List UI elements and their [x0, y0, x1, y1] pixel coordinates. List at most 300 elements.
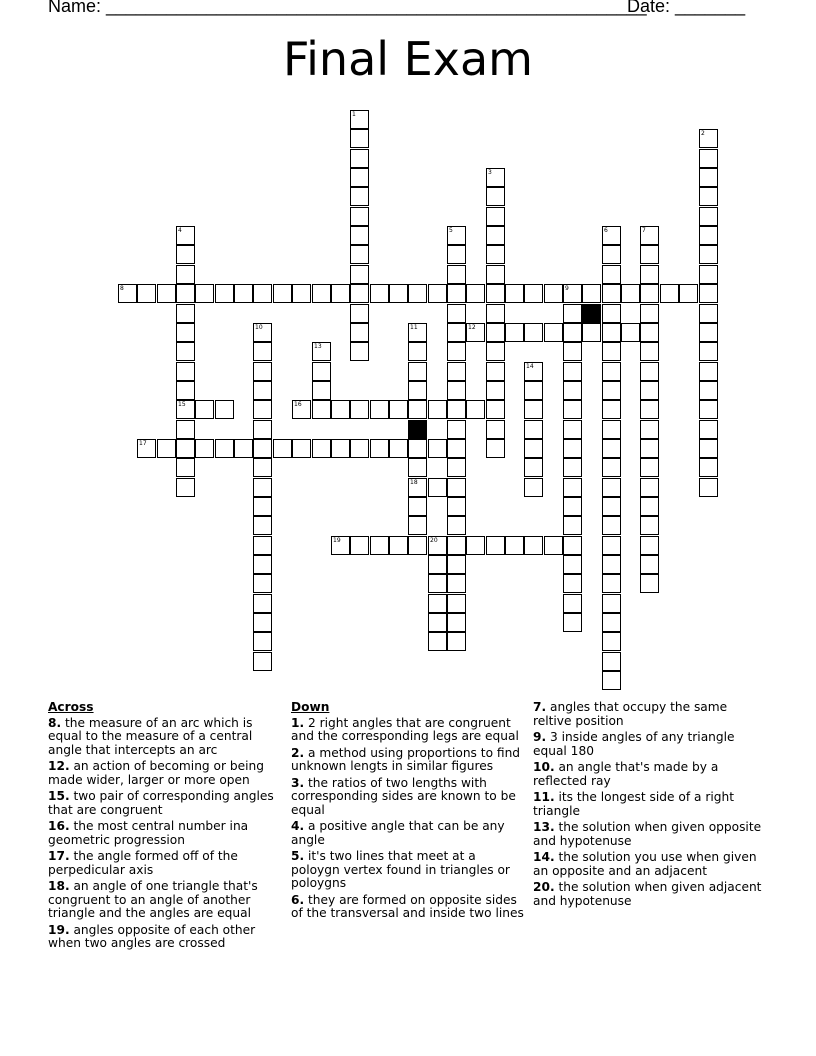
- grid-cell[interactable]: [602, 536, 621, 555]
- clue-number: 3: [488, 169, 492, 176]
- grid-cell[interactable]: [602, 265, 621, 284]
- grid-cell[interactable]: [640, 555, 659, 574]
- grid-cell[interactable]: [524, 420, 543, 439]
- grid-cell[interactable]: [253, 439, 272, 458]
- grid-cell[interactable]: [640, 362, 659, 381]
- grid-cell[interactable]: [350, 226, 369, 245]
- grid-cell[interactable]: [157, 284, 176, 303]
- grid-cell[interactable]: [428, 536, 447, 555]
- grid-cell[interactable]: [660, 284, 679, 303]
- grid-cell[interactable]: [582, 284, 601, 303]
- clue-item-number: 20.: [533, 880, 555, 894]
- grid-cell[interactable]: [215, 400, 234, 419]
- grid-cell[interactable]: [563, 381, 582, 400]
- grid-cell[interactable]: [447, 226, 466, 245]
- down-heading: Down: [291, 700, 330, 714]
- clue-item-number: 8.: [48, 715, 62, 730]
- grid-cell[interactable]: [544, 536, 563, 555]
- grid-cell[interactable]: [640, 245, 659, 264]
- grid-cell[interactable]: [699, 420, 718, 439]
- grid-cell[interactable]: [602, 245, 621, 264]
- clue-item-text: an action of becoming or being made wider, larger or more open: [48, 759, 264, 787]
- grid-cell[interactable]: [699, 342, 718, 361]
- clue-item-number: 2.: [291, 745, 305, 760]
- grid-cell[interactable]: [563, 458, 582, 477]
- across-heading: Across: [48, 700, 94, 714]
- grid-cell[interactable]: [312, 362, 331, 381]
- grid-cell[interactable]: [253, 555, 272, 574]
- grid-cell[interactable]: [699, 458, 718, 477]
- clue-number: 2: [701, 130, 705, 137]
- grid-cell[interactable]: [486, 362, 505, 381]
- grid-cell[interactable]: [486, 304, 505, 323]
- grid-cell[interactable]: [563, 284, 582, 303]
- grid-cell[interactable]: [447, 362, 466, 381]
- grid-cell[interactable]: [602, 439, 621, 458]
- grid-cell[interactable]: [447, 574, 466, 593]
- grid-cell[interactable]: [602, 323, 621, 342]
- grid-cell[interactable]: [640, 226, 659, 245]
- grid-cell[interactable]: [408, 381, 427, 400]
- grid-cell[interactable]: [253, 284, 272, 303]
- grid-cell[interactable]: [253, 652, 272, 671]
- grid-cell[interactable]: [699, 187, 718, 206]
- grid-cell[interactable]: [447, 284, 466, 303]
- grid-cell[interactable]: [428, 632, 447, 651]
- grid-cell[interactable]: [428, 478, 447, 497]
- grid-cell[interactable]: [176, 478, 195, 497]
- grid-cell[interactable]: [176, 245, 195, 264]
- clue-item: [533, 851, 769, 878]
- grid-cell[interactable]: [524, 536, 543, 555]
- grid-cell[interactable]: [447, 555, 466, 574]
- clue-item: [291, 850, 527, 891]
- grid-cell[interactable]: [602, 497, 621, 516]
- clue-number: 9: [565, 285, 569, 292]
- grid-cell[interactable]: [273, 284, 292, 303]
- grid-cell[interactable]: [428, 594, 447, 613]
- grid-cell[interactable]: [640, 342, 659, 361]
- grid-cell[interactable]: [447, 536, 466, 555]
- grid-cell[interactable]: [447, 342, 466, 361]
- grid-cell[interactable]: [408, 284, 427, 303]
- grid-cell[interactable]: [176, 265, 195, 284]
- grid-cell[interactable]: [699, 381, 718, 400]
- clue-item-number: 5.: [291, 849, 305, 863]
- grid-cell[interactable]: [544, 323, 563, 342]
- grid-cell[interactable]: [699, 362, 718, 381]
- grid-cell[interactable]: [176, 284, 195, 303]
- grid-cell[interactable]: [486, 245, 505, 264]
- grid-cell[interactable]: [370, 284, 389, 303]
- clue-number: 19: [333, 537, 341, 544]
- grid-cell[interactable]: [640, 381, 659, 400]
- grid-cell[interactable]: [350, 323, 369, 342]
- grid-cell[interactable]: [253, 536, 272, 555]
- date-field-label: Date: _______: [627, 0, 746, 16]
- grid-cell[interactable]: [563, 594, 582, 613]
- grid-cell[interactable]: [563, 420, 582, 439]
- grid-cell[interactable]: [563, 304, 582, 323]
- clue-item: [48, 880, 280, 921]
- grid-cell[interactable]: [447, 613, 466, 632]
- grid-cell[interactable]: [428, 284, 447, 303]
- grid-cell[interactable]: [486, 226, 505, 245]
- grid-cell[interactable]: [524, 323, 543, 342]
- grid-cell[interactable]: [253, 323, 272, 342]
- grid-cell[interactable]: [331, 536, 350, 555]
- grid-cell[interactable]: [137, 439, 156, 458]
- grid-cell[interactable]: [699, 304, 718, 323]
- grid-cell[interactable]: [699, 226, 718, 245]
- grid-cell[interactable]: [640, 265, 659, 284]
- grid-cell[interactable]: [505, 323, 524, 342]
- grid-cell[interactable]: [602, 458, 621, 477]
- grid-cell[interactable]: [118, 284, 137, 303]
- grid-cell[interactable]: [505, 284, 524, 303]
- grid-cell[interactable]: [195, 400, 214, 419]
- grid-cell[interactable]: [350, 187, 369, 206]
- grid-cell[interactable]: [524, 400, 543, 419]
- grid-cell[interactable]: [157, 439, 176, 458]
- grid-cell[interactable]: [350, 129, 369, 148]
- grid-cell[interactable]: [699, 245, 718, 264]
- grid-cell[interactable]: [563, 478, 582, 497]
- grid-cell[interactable]: [524, 458, 543, 477]
- clue-item-number: 19.: [48, 922, 70, 937]
- grid-cell[interactable]: [563, 323, 582, 342]
- grid-cell[interactable]: [408, 536, 427, 555]
- grid-cell[interactable]: [428, 439, 447, 458]
- grid-cell[interactable]: [312, 342, 331, 361]
- grid-cell[interactable]: [563, 555, 582, 574]
- grid-cell[interactable]: [699, 478, 718, 497]
- clue-item-number: 12.: [48, 759, 70, 773]
- grid-cell[interactable]: [602, 420, 621, 439]
- grid-cell[interactable]: [350, 284, 369, 303]
- clue-item-text: 2 right angles that are congruent and the corresponding legs are equal: [291, 715, 519, 743]
- grid-cell[interactable]: [331, 284, 350, 303]
- grid-cell[interactable]: [447, 632, 466, 651]
- grid-cell[interactable]: [253, 574, 272, 593]
- grid-cell[interactable]: [389, 400, 408, 419]
- grid-cell[interactable]: [331, 400, 350, 419]
- grid-cell[interactable]: [234, 439, 253, 458]
- clue-number: 11: [410, 324, 418, 331]
- grid-cell[interactable]: [524, 381, 543, 400]
- clue-item-text: 3 inside angles of any triangle equal 180: [533, 730, 735, 758]
- grid-cell[interactable]: [273, 439, 292, 458]
- grid-cell[interactable]: [428, 574, 447, 593]
- grid-cell[interactable]: [602, 613, 621, 632]
- grid-cell[interactable]: [176, 323, 195, 342]
- grid-cell[interactable]: [176, 342, 195, 361]
- clue-item: [48, 850, 280, 877]
- grid-cell[interactable]: [699, 207, 718, 226]
- grid-cell[interactable]: [640, 400, 659, 419]
- grid-cell[interactable]: [640, 323, 659, 342]
- grid-cell[interactable]: [215, 439, 234, 458]
- grid-cell[interactable]: [640, 420, 659, 439]
- grid-cell[interactable]: [253, 497, 272, 516]
- grid-cell[interactable]: [215, 284, 234, 303]
- grid-cell[interactable]: [602, 516, 621, 535]
- grid-cell[interactable]: [350, 400, 369, 419]
- grid-cell[interactable]: [312, 400, 331, 419]
- grid-cell[interactable]: [447, 594, 466, 613]
- clue-number: 7: [642, 227, 646, 234]
- grid-cell[interactable]: [253, 478, 272, 497]
- grid-cell[interactable]: [582, 323, 601, 342]
- grid-cell[interactable]: [602, 342, 621, 361]
- grid-cell[interactable]: [176, 439, 195, 458]
- grid-cell[interactable]: [699, 129, 718, 148]
- grid-cell[interactable]: [253, 613, 272, 632]
- grid-cell[interactable]: [447, 458, 466, 477]
- clue-item: [291, 777, 527, 818]
- grid-cell[interactable]: [176, 226, 195, 245]
- grid-cell[interactable]: [486, 265, 505, 284]
- clue-item-text: angles opposite of each other when two angles are crossed: [48, 922, 256, 950]
- grid-cell[interactable]: [195, 284, 214, 303]
- clue-number: 15: [178, 401, 186, 408]
- grid-cell[interactable]: [524, 478, 543, 497]
- grid-cell[interactable]: [234, 284, 253, 303]
- grid-cell[interactable]: [447, 420, 466, 439]
- clue-item: [48, 924, 280, 951]
- clue-item-text: an angle that's made by a reflected ray: [533, 760, 719, 788]
- grid-cell[interactable]: [699, 439, 718, 458]
- grid-cell[interactable]: [370, 439, 389, 458]
- down-clue-list: [291, 717, 527, 921]
- grid-cell[interactable]: [370, 400, 389, 419]
- grid-cell[interactable]: [602, 284, 621, 303]
- clue-number: 6: [604, 227, 608, 234]
- grid-cell[interactable]: [253, 632, 272, 651]
- grid-cell[interactable]: [602, 381, 621, 400]
- grid-cell[interactable]: [292, 400, 311, 419]
- grid-cell[interactable]: [486, 420, 505, 439]
- clue-item-text: it's two lines that meet at a poloygn vertex found in triangles or poloygns: [291, 849, 510, 890]
- grid-cell[interactable]: [563, 574, 582, 593]
- grid-cell[interactable]: [602, 478, 621, 497]
- grid-cell[interactable]: [602, 362, 621, 381]
- grid-cell[interactable]: [602, 574, 621, 593]
- grid-cell[interactable]: [428, 400, 447, 419]
- grid-cell[interactable]: [312, 284, 331, 303]
- clue-item-number: 10.: [533, 760, 555, 774]
- grid-cell[interactable]: [544, 284, 563, 303]
- grid-cell[interactable]: [563, 362, 582, 381]
- grid-cell[interactable]: [176, 458, 195, 477]
- clue-item-text: a method using proportions to find unknown lengts in similar figures: [291, 745, 521, 773]
- grid-cell[interactable]: [312, 439, 331, 458]
- grid-cell[interactable]: [408, 362, 427, 381]
- grid-cell[interactable]: [408, 478, 427, 497]
- grid-cell[interactable]: [640, 516, 659, 535]
- grid-cell[interactable]: [447, 381, 466, 400]
- grid-cell[interactable]: [602, 671, 621, 690]
- grid-cell[interactable]: [466, 536, 485, 555]
- grid-cell[interactable]: [408, 439, 427, 458]
- grid-cell[interactable]: [602, 555, 621, 574]
- grid-cell[interactable]: [640, 497, 659, 516]
- grid-cell[interactable]: [408, 342, 427, 361]
- grid-cell[interactable]: [447, 439, 466, 458]
- grid-cell[interactable]: [292, 439, 311, 458]
- grid-cell[interactable]: [640, 284, 659, 303]
- grid-cell[interactable]: [486, 207, 505, 226]
- clue-item: [48, 717, 280, 758]
- grid-cell[interactable]: [699, 400, 718, 419]
- grid-cell[interactable]: [563, 536, 582, 555]
- grid-cell[interactable]: [563, 516, 582, 535]
- grid-cell[interactable]: [602, 632, 621, 651]
- clue-item-text: angles that occupy the same reltive position: [533, 700, 728, 728]
- grid-cell[interactable]: [602, 594, 621, 613]
- grid-cell[interactable]: [253, 420, 272, 439]
- clues-column-across: [48, 701, 280, 954]
- clue-item: [291, 894, 527, 921]
- grid-cell[interactable]: [350, 439, 369, 458]
- grid-cell[interactable]: [621, 323, 640, 342]
- grid-cell[interactable]: [524, 284, 543, 303]
- grid-cell[interactable]: [486, 381, 505, 400]
- grid-cell[interactable]: [350, 536, 369, 555]
- grid-cell[interactable]: [563, 439, 582, 458]
- grid-cell[interactable]: [640, 304, 659, 323]
- grid-cell[interactable]: [312, 381, 331, 400]
- grid-cell[interactable]: [428, 613, 447, 632]
- grid-cell[interactable]: [699, 323, 718, 342]
- clue-item-number: 15.: [48, 789, 70, 803]
- grid-cell[interactable]: [679, 284, 698, 303]
- grid-cell[interactable]: [602, 400, 621, 419]
- grid-cell[interactable]: [176, 381, 195, 400]
- clue-item-text: the ratios of two lengths with corresponding sides are known to be equal: [291, 775, 516, 817]
- grid-cell[interactable]: [524, 439, 543, 458]
- grid-cell[interactable]: [699, 284, 718, 303]
- grid-cell[interactable]: [524, 362, 543, 381]
- grid-cell[interactable]: [253, 458, 272, 477]
- clue-item-number: 11.: [533, 790, 555, 804]
- grid-cell[interactable]: [466, 400, 485, 419]
- clue-item: [533, 761, 769, 788]
- grid-cell[interactable]: [253, 516, 272, 535]
- page-title: Final Exam: [283, 32, 533, 86]
- grid-cell[interactable]: [253, 594, 272, 613]
- grid-cell[interactable]: [350, 207, 369, 226]
- grid-cell[interactable]: [292, 284, 311, 303]
- grid-cell[interactable]: [602, 226, 621, 245]
- grid-cell[interactable]: [447, 265, 466, 284]
- grid-cell[interactable]: [447, 323, 466, 342]
- grid-cell[interactable]: [621, 284, 640, 303]
- grid-cell[interactable]: [447, 516, 466, 535]
- grid-cell[interactable]: [389, 536, 408, 555]
- grid-cell[interactable]: [447, 245, 466, 264]
- grid-cell[interactable]: [447, 304, 466, 323]
- grid-cell[interactable]: [253, 400, 272, 419]
- grid-cell[interactable]: [602, 304, 621, 323]
- grid-cell[interactable]: [176, 362, 195, 381]
- grid-cell[interactable]: [486, 323, 505, 342]
- clue-item-number: 1.: [291, 715, 305, 730]
- grid-cell[interactable]: [563, 400, 582, 419]
- clue-item-text: the solution you use when given an opposite and an adjacent: [533, 850, 757, 878]
- grid-cell[interactable]: [370, 536, 389, 555]
- grid-cell[interactable]: [176, 420, 195, 439]
- clue-item: [533, 821, 769, 848]
- grid-cell[interactable]: [486, 284, 505, 303]
- grid-cell[interactable]: [640, 439, 659, 458]
- grid-cell[interactable]: [408, 516, 427, 535]
- grid-cell[interactable]: [466, 323, 485, 342]
- grid-cell[interactable]: [486, 342, 505, 361]
- grid-cell[interactable]: [176, 400, 195, 419]
- grid-cell[interactable]: [640, 574, 659, 593]
- grid-cell[interactable]: [640, 478, 659, 497]
- grid-cell[interactable]: [563, 613, 582, 632]
- grid-cell[interactable]: [699, 168, 718, 187]
- grid-cell[interactable]: [137, 284, 156, 303]
- grid-cell[interactable]: [331, 439, 350, 458]
- grid-cell[interactable]: [195, 439, 214, 458]
- grid-cell[interactable]: [486, 439, 505, 458]
- grid-cell[interactable]: [350, 245, 369, 264]
- grid-cell[interactable]: [408, 497, 427, 516]
- grid-cell[interactable]: [505, 536, 524, 555]
- grid-cell[interactable]: [447, 400, 466, 419]
- grid-cell[interactable]: [253, 362, 272, 381]
- grid-cell[interactable]: [350, 110, 369, 129]
- grid-cell[interactable]: [350, 342, 369, 361]
- grid-cell[interactable]: [563, 497, 582, 516]
- grid-cell[interactable]: [447, 497, 466, 516]
- grid-cell[interactable]: [350, 304, 369, 323]
- grid-cell[interactable]: [486, 536, 505, 555]
- down-clue-list-continued: [533, 701, 769, 908]
- grid-cell[interactable]: [350, 265, 369, 284]
- grid-cell[interactable]: [486, 168, 505, 187]
- grid-cell[interactable]: [350, 149, 369, 168]
- grid-cell[interactable]: [253, 342, 272, 361]
- grid-cell[interactable]: [563, 342, 582, 361]
- grid-cell[interactable]: [350, 168, 369, 187]
- grid-cell[interactable]: [640, 458, 659, 477]
- grid-cell[interactable]: [253, 381, 272, 400]
- grid-cell[interactable]: [389, 284, 408, 303]
- grid-cell[interactable]: [699, 265, 718, 284]
- grid-cell[interactable]: [486, 187, 505, 206]
- clue-item: [291, 820, 527, 847]
- grid-cell[interactable]: [389, 439, 408, 458]
- grid-cell[interactable]: [408, 400, 427, 419]
- clue-item-number: 14.: [533, 850, 555, 864]
- grid-cell[interactable]: [176, 304, 195, 323]
- grid-cell[interactable]: [408, 323, 427, 342]
- clue-item-number: 6.: [291, 892, 305, 907]
- grid-cell[interactable]: [447, 478, 466, 497]
- grid-cell[interactable]: [486, 400, 505, 419]
- grid-cell[interactable]: [408, 458, 427, 477]
- clue-item-text: two pair of corresponding angles that are congruent: [48, 789, 274, 817]
- grid-cell[interactable]: [466, 284, 485, 303]
- grid-cell[interactable]: [699, 149, 718, 168]
- grid-cell[interactable]: [428, 555, 447, 574]
- grid-cell[interactable]: [602, 652, 621, 671]
- grid-cell[interactable]: [640, 536, 659, 555]
